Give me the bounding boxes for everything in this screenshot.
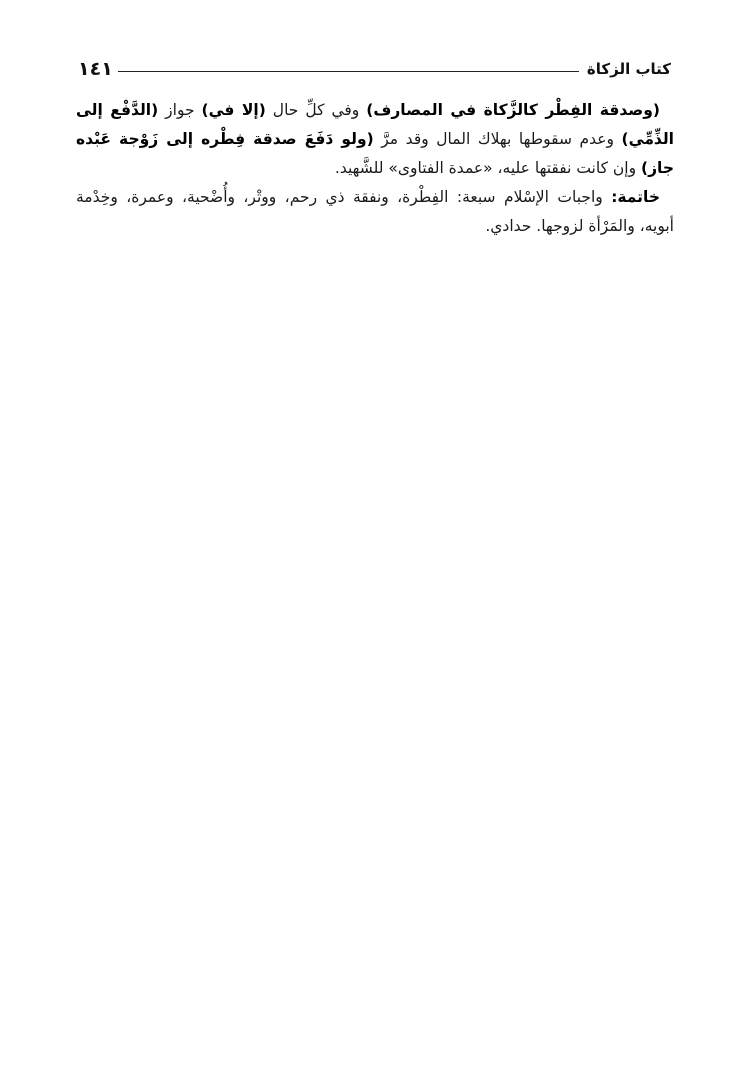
bold-phrase: (الدَّفْع إلى الذِّمِّي)	[76, 101, 674, 148]
paragraph-conclusion	[76, 183, 674, 241]
bold-phrase: (ولو دَفَعَ صدقة فِطْره إلى زَوْجة عَبْده جاز)	[76, 130, 674, 177]
header-rule	[118, 71, 579, 72]
body-text	[76, 96, 674, 241]
page-number: ١٤١	[78, 58, 113, 80]
text-run: وإن كانت نفقتها عليه، «عمدة الفتاوى» للشَّهيد.	[334, 159, 641, 177]
text-run: جواز	[158, 101, 202, 119]
bold-phrase: (إلا في)	[201, 101, 266, 119]
running-title: كتاب الزكاة	[586, 60, 671, 78]
page-header	[76, 56, 671, 86]
paragraph-zakat-al-fitr	[76, 96, 674, 183]
conclusion-label: خاتمة:	[611, 188, 660, 206]
bold-phrase: (وصدقة الفِطْر كالزَّكاة في المصارف)	[366, 101, 661, 119]
text-run: وفي كلِّ حال	[265, 101, 367, 119]
text-run: واجبات الإسْلام سبعة: الفِطْرة، ونفقة ذي رحم، ووتْر، وأُضْحية، وعمرة، وخِدْمة أبويه، والمَرْأة لزوجها. حدادي.	[76, 188, 674, 235]
text-run: وعدم سقوطها بهلاك المال وقد مرَّ	[373, 130, 622, 148]
